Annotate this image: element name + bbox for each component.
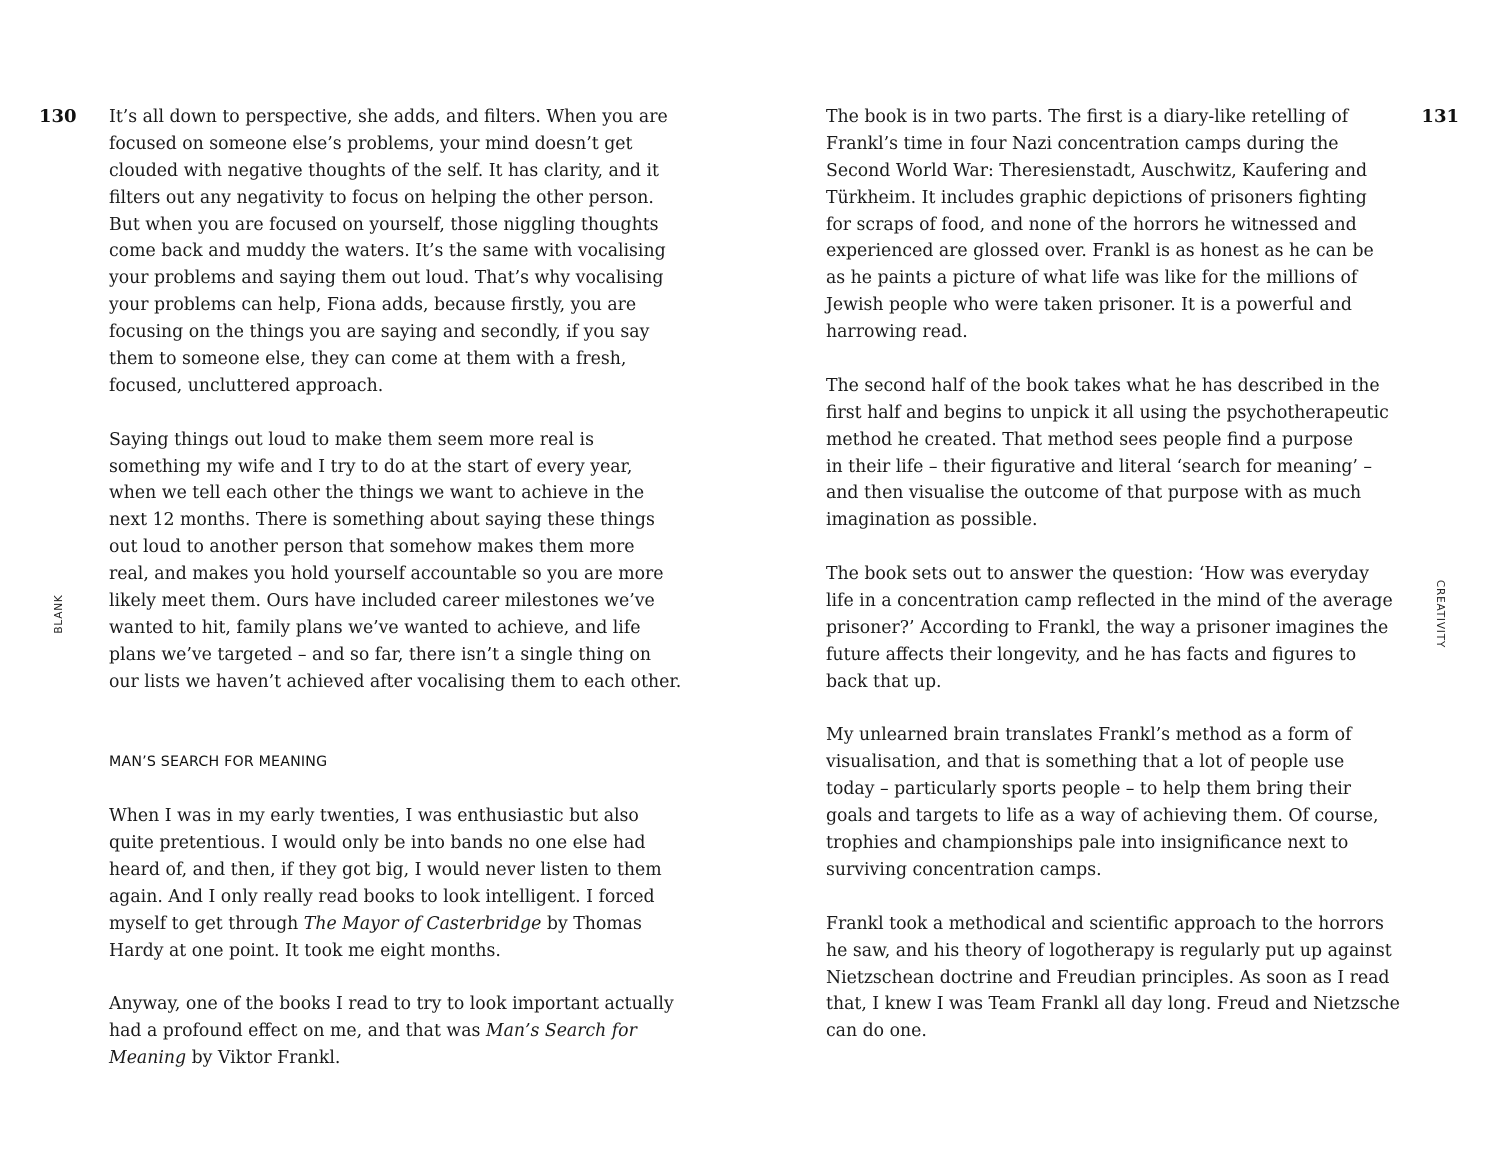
text-line: Anyway, one of the books I read to try to look important actually xyxy=(109,994,674,1015)
text-fragment: by Viktor Frankl. xyxy=(186,1048,341,1069)
text-line: trophies and championships pale into insignificance next to xyxy=(826,833,1349,854)
text-line: focusing on the things you are saying and secondly, if you say xyxy=(109,322,650,343)
paragraph xyxy=(826,104,1426,346)
text-line: focused on someone else’s problems, your mind doesn’t get xyxy=(109,133,633,154)
running-head-right: CREATIVITY xyxy=(1434,579,1446,649)
text-line: our lists we haven’t achieved after vocalising them to each other. xyxy=(109,671,682,692)
text-line xyxy=(109,911,709,938)
page-number-right: 131 xyxy=(1421,106,1459,127)
left-text-column xyxy=(109,104,709,1072)
text-line: The second half of the book takes what he has described in the xyxy=(826,375,1380,396)
text-line: life in a concentration camp reflected in the mind of the average xyxy=(826,591,1393,612)
text-line: Frankl’s time in four Nazi concentration camps during the xyxy=(826,133,1339,154)
text-line: real, and makes you hold yourself accountable so you are more xyxy=(109,564,664,585)
text-line: in their life – their figurative and literal ‘search for meaning’ – xyxy=(826,456,1373,477)
text-line: heard of, and then, if they got big, I would never listen to them xyxy=(109,859,662,880)
text-line: likely meet them. Ours have included career milestones we’ve xyxy=(109,591,655,612)
text-line: and then visualise the outcome of that purpose with as much xyxy=(826,483,1362,504)
paragraph xyxy=(826,722,1426,883)
text-line: when we tell each other the things we want to achieve in the xyxy=(109,483,645,504)
text-line: The book is in two parts. The first is a diary-like retelling of xyxy=(826,107,1349,127)
text-line: Jewish people who were taken prisoner. It is a powerful and xyxy=(826,295,1352,316)
text-line: something my wife and I try to do at the start of every year, xyxy=(109,456,633,477)
text-line: Second World War: Theresienstadt, Auschwitz, Kaufering and xyxy=(826,160,1368,181)
text-line: quite pretentious. I would only be into bands no one else had xyxy=(109,833,646,854)
text-line: Nietzschean doctrine and Freudian principles. As soon as I read xyxy=(826,967,1390,988)
paragraph xyxy=(826,911,1426,1045)
text-fragment: by Thomas xyxy=(541,913,642,934)
text-line: visualisation, and that is something that a lot of people use xyxy=(826,752,1345,773)
text-line: When I was in my early twenties, I was enthusiastic but also xyxy=(109,806,639,827)
right-text-column xyxy=(826,104,1426,1045)
book-title: The Mayor of Casterbridge xyxy=(303,913,542,934)
text-line: Hardy at one point. It took me eight months. xyxy=(109,940,501,961)
page-number-left: 130 xyxy=(39,106,77,127)
paragraph xyxy=(826,561,1426,695)
text-line: next 12 months. There is something about saying these things xyxy=(109,510,655,531)
text-line: for scraps of food, and none of the horrors he witnessed and xyxy=(826,214,1357,235)
text-line: But when you are focused on yourself, those niggling thoughts xyxy=(109,214,659,235)
text-line: again. And I only really read books to look intelligent. I forced xyxy=(109,886,655,907)
text-line: prisoner?’ According to Frankl, the way a prisoner imagines the xyxy=(826,617,1389,638)
text-line: The book sets out to answer the question: ‘How was everyday xyxy=(826,564,1369,585)
text-fragment: had a profound effect on me, and that was xyxy=(109,1021,486,1042)
text-line: future affects their longevity, and he has facts and figures to xyxy=(826,644,1357,665)
text-line: Saying things out loud to make them seem more real is xyxy=(109,429,594,450)
text-line: first half and begins to unpick it all using the psychotherapeutic xyxy=(826,402,1389,423)
text-line: as he paints a picture of what life was like for the millions of xyxy=(826,268,1358,289)
paragraph xyxy=(109,803,709,964)
book-title: Man’s Search for xyxy=(485,1021,637,1042)
text-line: that, I knew I was Team Frankl all day long. Freud and Nietzsche xyxy=(826,994,1400,1015)
text-line: back that up. xyxy=(826,671,942,692)
text-line: clouded with negative thoughts of the self. It has clarity, and it xyxy=(109,160,659,181)
text-line: filters out any negativity to focus on helping the other person. xyxy=(109,187,654,208)
text-line: plans we’ve targeted – and so far, there isn’t a single thing on xyxy=(109,644,652,665)
text-line: focused, uncluttered approach. xyxy=(109,375,384,396)
text-line: your problems can help, Fiona adds, because firstly, you are xyxy=(109,295,637,316)
paragraph xyxy=(109,991,709,1072)
right-page xyxy=(750,0,1500,1174)
text-line: them to someone else, they can come at them with a fresh, xyxy=(109,349,627,370)
text-line: Frankl took a methodical and scientific approach to the horrors xyxy=(826,913,1384,934)
paragraph xyxy=(109,104,709,400)
text-line: harrowing read. xyxy=(826,322,968,343)
text-line: goals and targets to life as a way of achieving them. Of course, xyxy=(826,806,1379,827)
text-line: today – particularly sports people – to help them bring their xyxy=(826,779,1352,800)
text-line xyxy=(109,1018,709,1045)
text-line: wanted to hit, family plans we’ve wanted to achieve, and life xyxy=(109,617,641,638)
text-line: It’s all down to perspective, she adds, and filters. When you are xyxy=(109,107,668,127)
paragraph xyxy=(109,427,709,696)
text-line: experienced are glossed over. Frankl is as honest as he can be xyxy=(826,241,1374,262)
text-fragment: myself to get through xyxy=(109,913,304,934)
text-line: your problems and saying them out loud. That’s why vocalising xyxy=(109,268,664,289)
text-line: method he created. That method sees people find a purpose xyxy=(826,429,1353,450)
text-line xyxy=(109,1045,709,1072)
text-line: can do one. xyxy=(826,1021,927,1042)
section-heading: MAN’S SEARCH FOR MEANING xyxy=(109,754,328,771)
text-line: out loud to another person that somehow makes them more xyxy=(109,537,635,558)
running-head-left: BLANK xyxy=(53,594,65,634)
text-line: come back and muddy the waters. It’s the same with vocalising xyxy=(109,241,666,262)
text-line: surviving concentration camps. xyxy=(826,859,1102,880)
paragraph xyxy=(826,373,1426,534)
text-line: he saw, and his theory of logotherapy is regularly put up against xyxy=(826,940,1392,961)
text-line: My unlearned brain translates Frankl’s method as a form of xyxy=(826,725,1352,746)
book-title: Meaning xyxy=(109,1048,187,1069)
text-line: imagination as possible. xyxy=(826,510,1038,531)
text-line: Türkheim. It includes graphic depictions of prisoners fighting xyxy=(826,187,1367,208)
